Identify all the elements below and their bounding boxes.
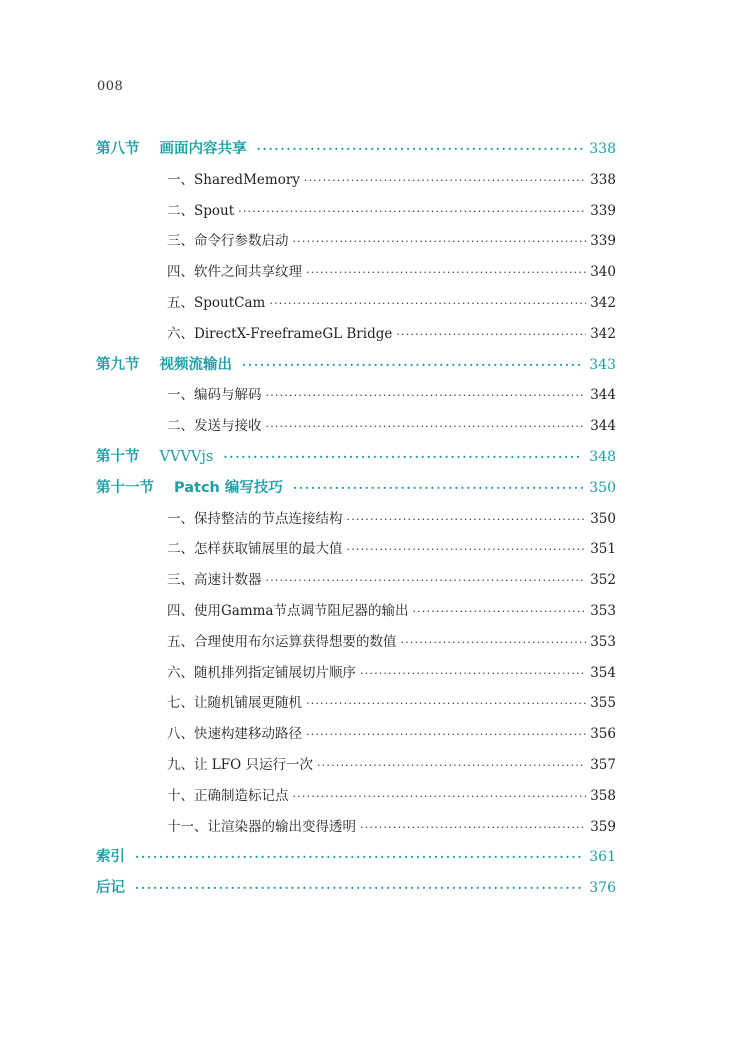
section-title: 视频流输出 [159,356,232,373]
dot-leader [293,473,583,504]
dot-leader [266,381,587,412]
dot-leader [360,659,586,690]
page-ref: 343 [589,356,616,373]
subentry-title: 三、高速计数器 [167,572,262,589]
page-ref: 340 [590,264,616,281]
dot-leader [401,628,587,659]
toc-subentry[interactable] [96,812,616,843]
page-ref: 352 [590,572,616,589]
toc-subentry[interactable] [96,534,616,565]
subentry-title: 一、编码与解码 [167,387,262,404]
section-title: 索引 [96,849,125,866]
page-ref: 355 [590,695,616,712]
toc-subentry[interactable] [96,165,616,196]
toc-subentry[interactable] [96,781,616,812]
subentry-title: 六、随机排列指定铺展切片顺序 [167,664,356,681]
subentry-title: 六、DirectX-FreeframeGL Bridge [167,325,393,342]
subentry-title: 七、让随机铺展更随机 [167,695,302,712]
dot-leader [238,197,586,228]
dot-leader [304,166,586,197]
subentry-title: 一、SharedMemory [167,171,300,188]
page-ref: 344 [590,418,616,435]
dot-leader [412,597,586,628]
page-ref: 350 [589,479,616,496]
subentry-title: 二、Spout [167,202,235,219]
page-ref: 353 [590,602,616,619]
toc-section[interactable] [96,442,616,473]
dot-leader [306,720,586,751]
subentry-title: 四、软件之间共享纹理 [167,264,302,281]
dot-leader [396,320,586,351]
page-ref: 339 [590,202,616,219]
toc-subentry[interactable] [96,319,616,350]
dot-leader [347,535,587,566]
page-ref: 358 [590,787,616,804]
section-number: 第九节 [96,356,140,373]
section-number: 第八节 [96,141,140,157]
subentry-title: 五、合理使用布尔运算获得想要的数值 [167,633,397,650]
toc-subentry[interactable] [96,196,616,227]
toc-subentry[interactable] [96,226,616,257]
page-ref: 353 [590,633,616,650]
toc-subentry[interactable] [96,596,616,627]
toc-subentry[interactable] [96,627,616,658]
subentry-title: 二、怎样获取铺展里的最大值 [167,541,343,558]
page-number: 008 [97,79,124,94]
section-number: 第十节 [96,448,140,465]
page-ref: 356 [590,726,616,743]
page-ref: 348 [589,448,616,465]
page-ref: 344 [590,387,616,404]
dot-leader [257,134,584,165]
page-ref: 338 [589,141,616,157]
toc-section[interactable] [96,350,616,381]
subentry-title: 一、保持整洁的节点连接结构 [167,510,343,527]
dot-leader [306,689,586,720]
page-ref: 351 [590,541,616,558]
toc-subentry[interactable] [96,380,616,411]
section-number: 第十一节 [96,479,154,496]
dot-leader [135,842,583,873]
page-ref: 376 [589,880,616,897]
subentry-title: 五、SpoutCam [167,294,266,311]
dot-leader [293,227,587,258]
page-ref: 357 [590,756,616,773]
dot-leader [242,350,583,381]
dot-leader [306,258,586,289]
subentry-title: 九、让 LFO 只运行一次 [167,756,313,773]
subentry-title: 三、命令行参数启动 [167,233,289,250]
toc-section[interactable] [96,134,616,165]
toc-subentry[interactable] [96,688,616,719]
subentry-title: 十一、让渲染器的输出变得透明 [167,818,356,835]
toc-section[interactable] [96,473,616,504]
toc-subentry[interactable] [96,504,616,535]
dot-leader [347,505,587,536]
section-title: 画面内容共享 [159,141,247,157]
page-ref: 354 [590,664,616,681]
dot-leader [266,566,587,597]
page-ref: 342 [590,294,616,311]
toc-section[interactable] [96,873,616,904]
page-ref: 339 [590,233,616,250]
section-title: 后记 [96,880,125,897]
dot-leader [317,751,586,782]
subentry-title: 四、使用Gamma节点调节阻尼器的输出 [167,602,409,619]
toc-subentry[interactable] [96,719,616,750]
dot-leader [223,442,583,473]
page-ref: 338 [590,171,616,188]
toc-subentry[interactable] [96,257,616,288]
subentry-title: 八、快速构建移动路径 [167,726,302,743]
dot-leader [293,782,587,813]
toc-subentry[interactable] [96,750,616,781]
dot-leader [135,873,583,904]
subentry-title: 十、正确制造标记点 [167,787,289,804]
section-title: Patch 编写技巧 [174,479,283,496]
toc-subentry[interactable] [96,288,616,319]
toc-section[interactable] [96,842,616,873]
page-ref: 342 [590,325,616,342]
toc-subentry[interactable] [96,565,616,596]
dot-leader [269,289,586,320]
toc-subentry[interactable] [96,658,616,689]
page-ref: 359 [590,818,616,835]
dot-leader [266,412,587,443]
page-ref: 361 [589,849,616,866]
table-of-contents [96,134,616,904]
subentry-title: 二、发送与接收 [167,418,262,435]
toc-subentry[interactable] [96,411,616,442]
dot-leader [360,813,586,844]
page-ref: 350 [590,510,616,527]
section-title: VVVVjs [159,448,214,465]
